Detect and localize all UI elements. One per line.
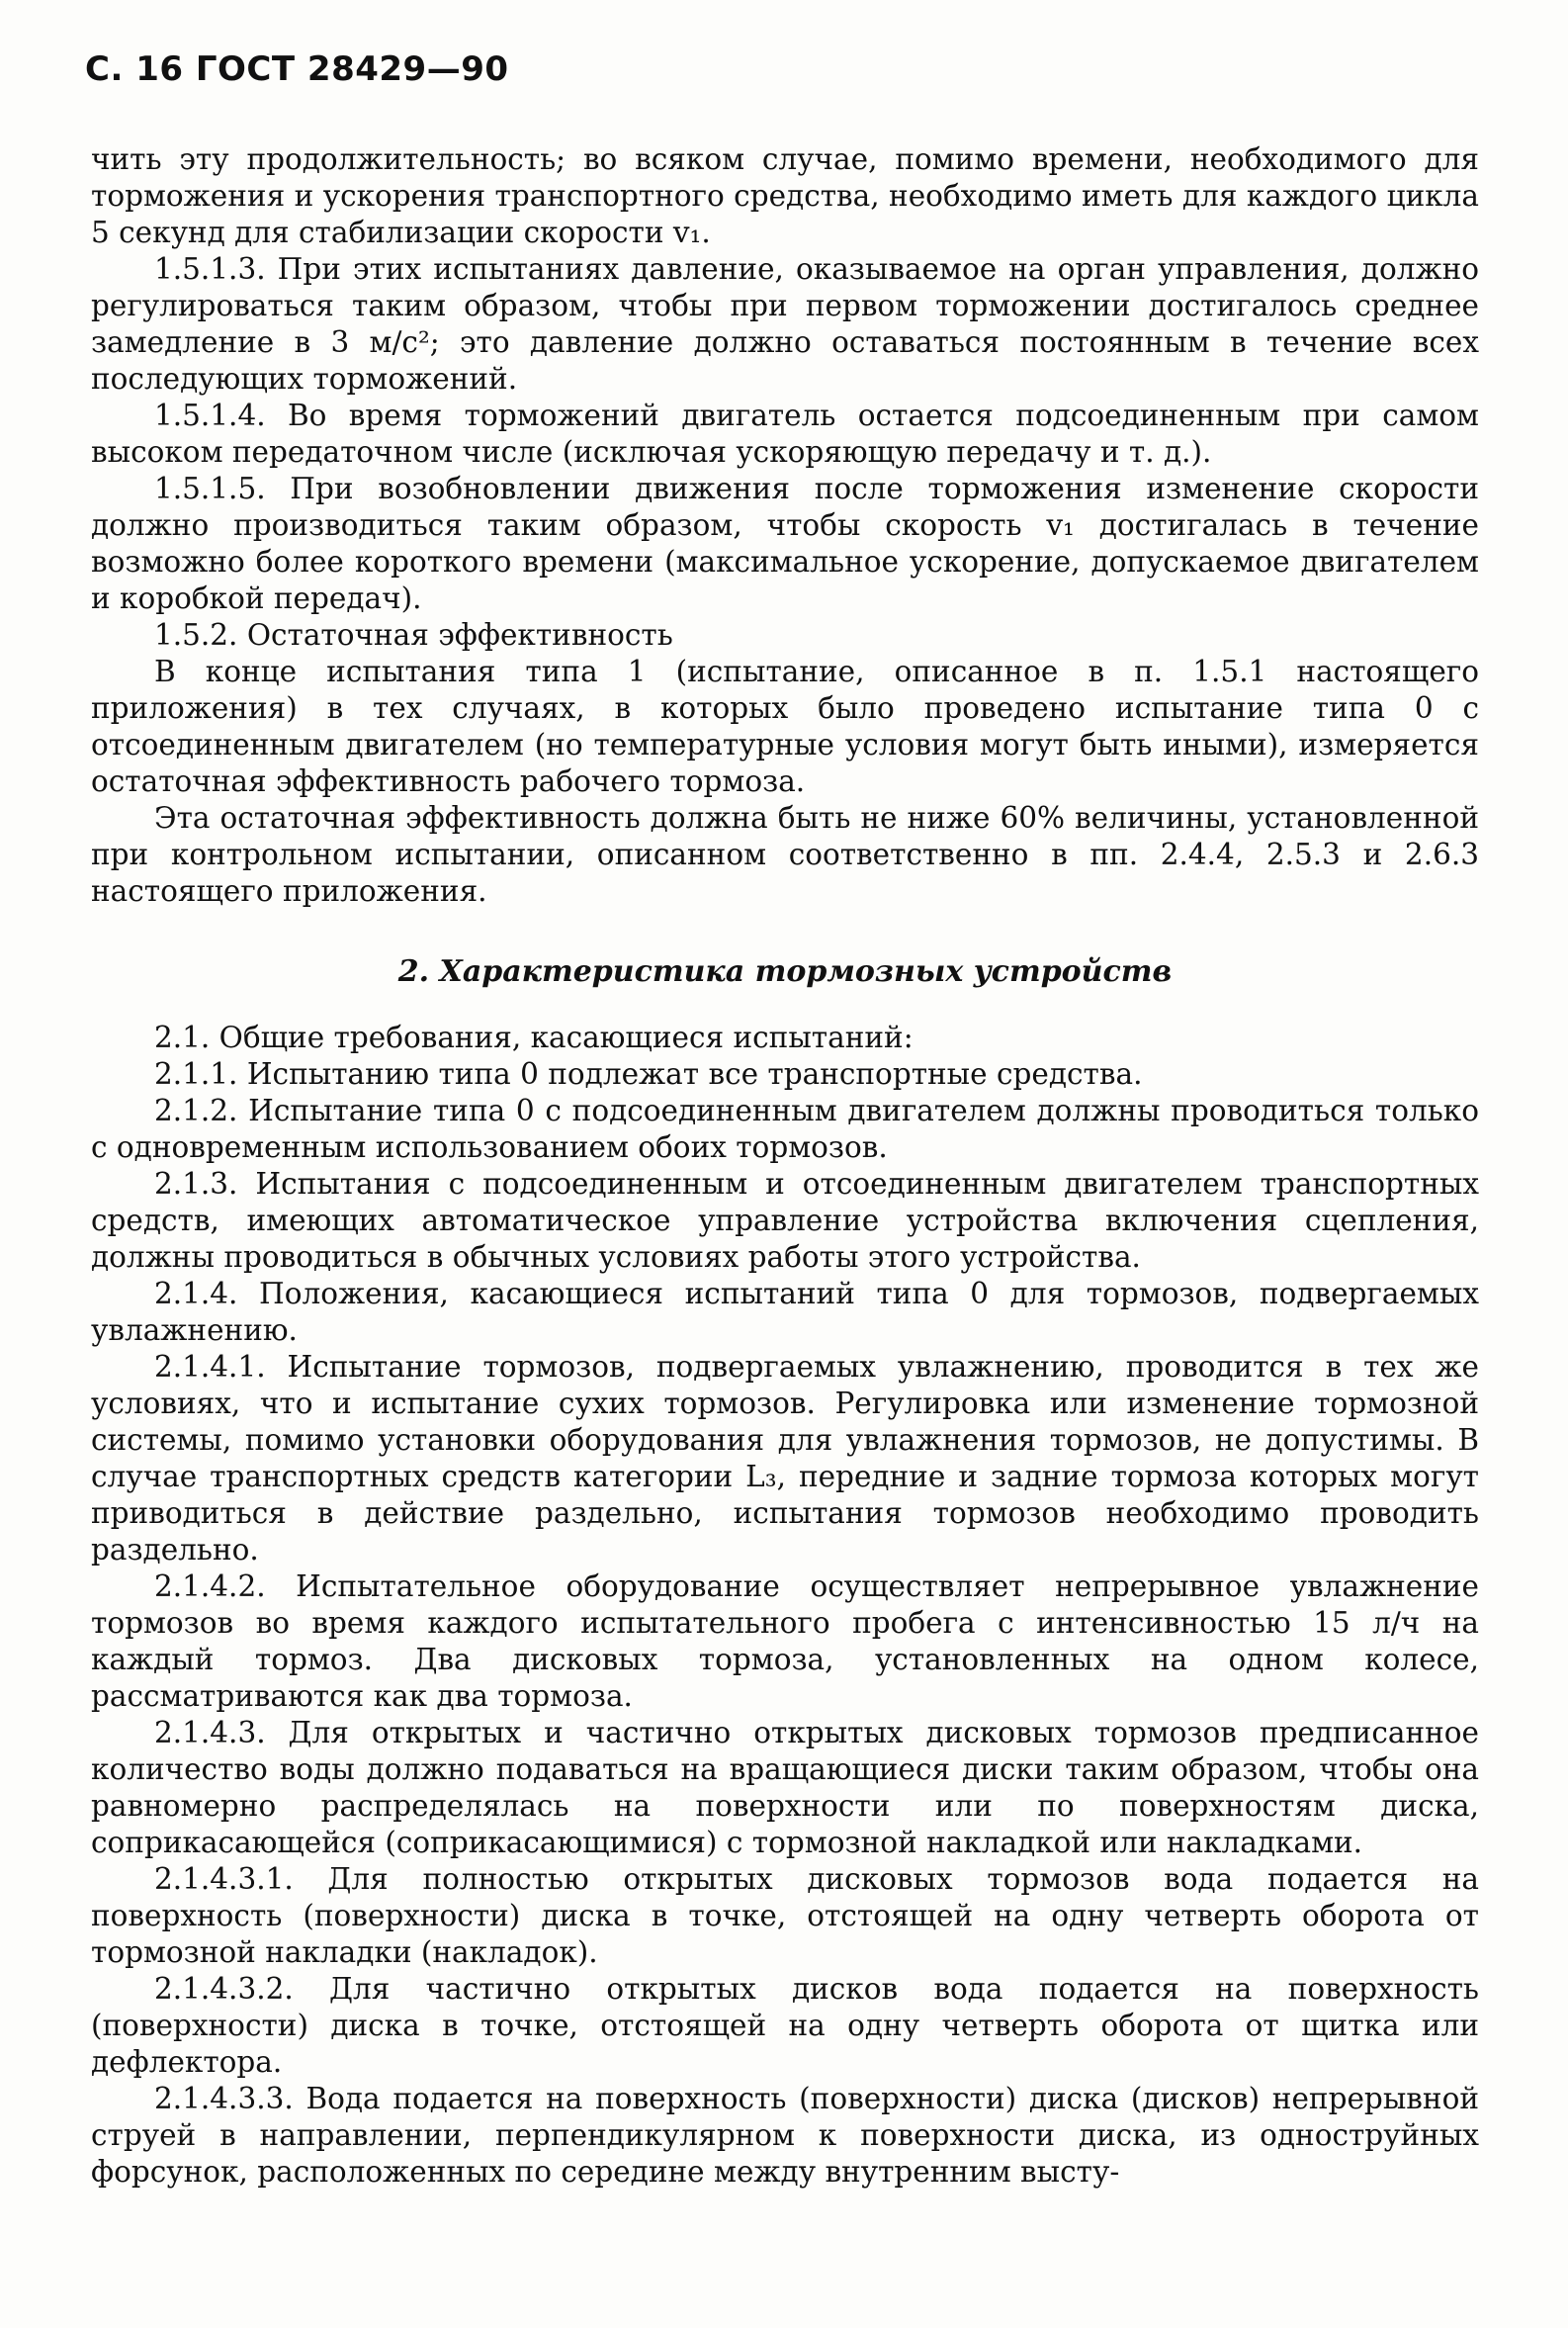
paragraph: 2.1.4.3. Для открытых и частично открытых дисковых тормозов предписанное количество воды должно подаваться на вращающиеся диски таким образом, чтобы она равномерно распределялась на поверхности или по поверхностям диска, соприкасающейся (соприкасающимися) с тормозной накладкой или накладками. [91,1716,1479,1859]
paragraph: 1.5.1.3. При этих испытаниях давление, оказываемое на орган управления, должно регулироваться таким образом, чтобы при первом торможении достигалось среднее замедление в 3 м/с²; это давление должно оставаться постоянным в течение всех последующих торможений. [91,252,1479,396]
paragraph: 1.5.1.4. Во время торможений двигатель остается подсоединенным при самом высоком передаточном числе (исключая ускоряющую передачу и т. д.). [91,399,1479,469]
body-text [91,141,1479,2191]
paragraph: чить эту продолжительность; во всяком случае, помимо времени, необходимого для торможения и ускорения транспортного средства, необходимо иметь для каждого цикла 5 секунд для стабилизации скорости v₁. [91,142,1479,249]
paragraph: 2.1. Общие требования, касающиеся испытаний: [154,1021,914,1054]
page-header: С. 16 ГОСТ 28429—90 [85,49,509,89]
paragraph: В конце испытания типа 1 (испытание, описанное в п. 1.5.1 настоящего приложения) в тех случаях, в которых было проведено испытание типа 0 с отсоединенным двигателем (но температурные условия могут быть иными), измеряется остаточная эффективность рабочего тормоза. [91,655,1479,798]
paragraph: Эта остаточная эффективность должна быть не ниже 60% величины, установленной при контрольном испытании, описанном соответственно в пп. 2.4.4, 2.5.3 и 2.6.3 настоящего приложения. [91,801,1479,908]
paragraph: 2.1.4.3.3. Вода подается на поверхность (поверхности) диска (дисков) непрерывной струей в направлении, перпендикулярном к поверхности диска, из одноструйных форсунок, расположенных по середине между внутренним высту- [91,2082,1479,2189]
paragraph: 2.1.4.3.2. Для частично открытых дисков вода подается на поверхность (поверхности) диска в точке, отстоящей на одну четверть оборота от щитка или дефлектора. [91,1972,1479,2079]
subsection-heading: 1.5.2. Остаточная эффективность [154,618,673,652]
section-title: 2. Характеристика тормозных устройств [397,954,1173,989]
paragraph: 2.1.1. Испытанию типа 0 подлежат все транспортные средства. [154,1057,1143,1091]
paragraph: 2.1.4. Положения, касающиеся испытаний типа 0 для тормозов, подвергаемых увлажнению. [91,1277,1479,1347]
paragraph: 2.1.4.2. Испытательное оборудование осуществляет непрерывное увлажнение тормозов во время каждого испытательного пробега с интенсивностью 15 л/ч на каждый тормоз. Два дисковых тормоза, установленных на одном колесе, рассматриваются как два тормоза. [91,1569,1479,1713]
paragraph: 2.1.4.1. Испытание тормозов, подвергаемых увлажнению, проводится в тех же условиях, что и испытание сухих тормозов. Регулировка или изменение тормозной системы, помимо установки оборудования для увлажнения тормозов, не допустимы. В случае транспортных средств категории L₃, передние и задние тормоза которых могут приводиться в действие раздельно, испытания тормозов необходимо проводить раздельно. [91,1350,1479,1567]
paragraph: 2.1.3. Испытания с подсоединенным и отсоединенным двигателем транспортных средств, имеющих автоматическое управление устройства включения сцепления, должны проводиться в обычных условиях работы этого устройства. [91,1167,1479,1274]
paragraph: 2.1.4.3.1. Для полностью открытых дисковых тормозов вода подается на поверхность (поверхности) диска в точке, отстоящей на одну четверть оборота от тормозной накладки (накладок). [91,1862,1479,1969]
paragraph: 2.1.2. Испытание типа 0 с подсоединенным двигателем должны проводиться только с одновременным использованием обоих тормозов. [91,1094,1479,1164]
paragraph: 1.5.1.5. При возобновлении движения после торможения изменение скорости должно производиться таким образом, чтобы скорость v₁ достигалась в течение возможно более короткого времени (максимальное ускорение, допускаемое двигателем и коробкой передач). [91,472,1479,615]
